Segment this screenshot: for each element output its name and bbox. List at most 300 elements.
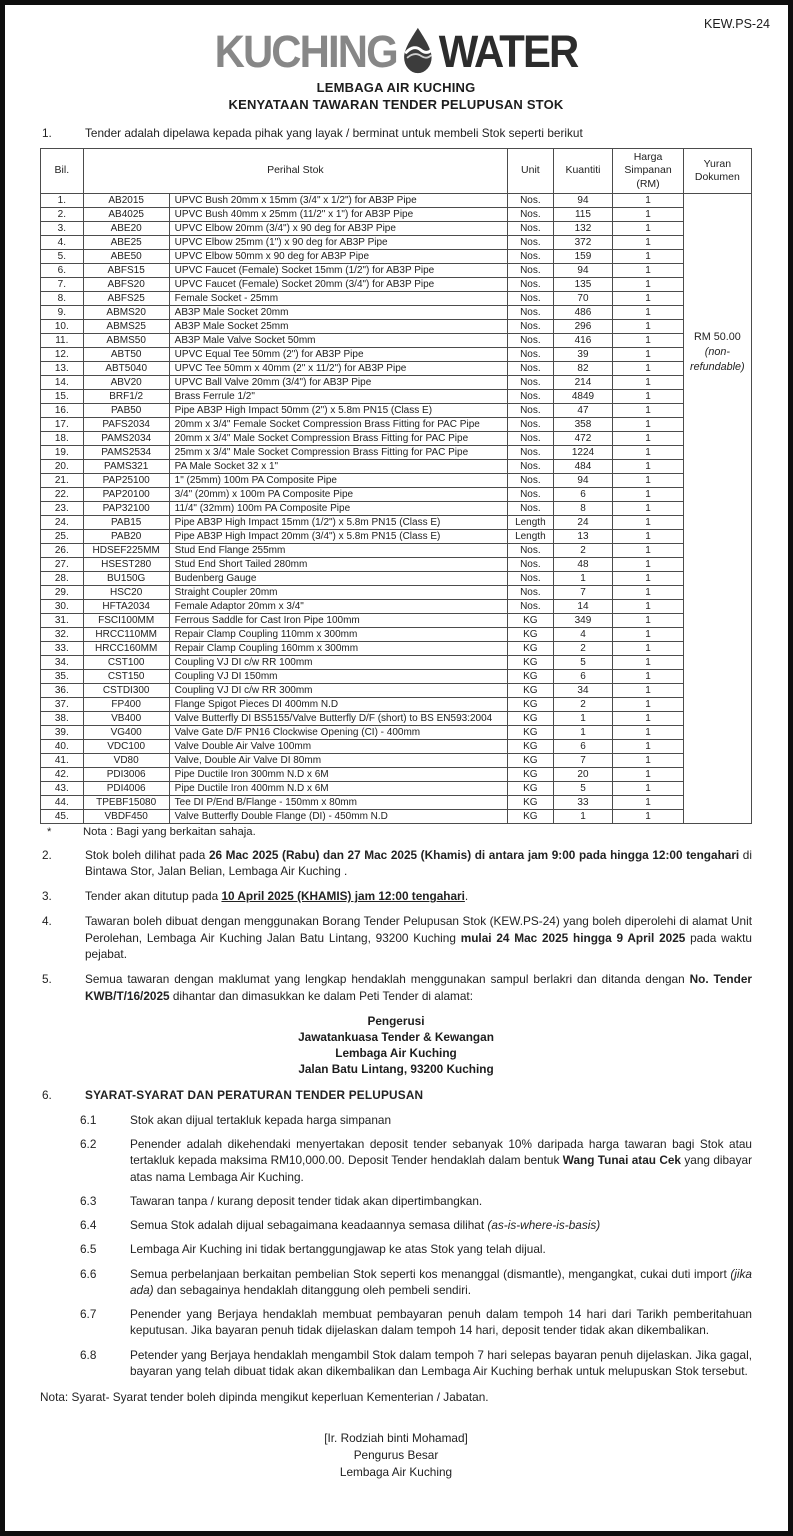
cell-bil: 36. — [41, 683, 84, 697]
paragraph-number: 5. — [42, 972, 52, 987]
cell-code: PAP32100 — [83, 501, 169, 515]
table-row — [41, 641, 752, 655]
cell-desc: Coupling VJ DI 150mm — [169, 669, 507, 683]
condition-item — [40, 1241, 752, 1257]
cell-bil: 33. — [41, 641, 84, 655]
column-header-harga-simpanan: Harga Simpanan (RM) — [613, 149, 683, 193]
column-header-perihal-stok: Perihal Stok — [83, 149, 507, 193]
cell-qty: 4849 — [553, 389, 613, 403]
table-row — [41, 417, 752, 431]
cell-bil: 4. — [41, 235, 84, 249]
cell-bil: 41. — [41, 753, 84, 767]
cell-desc: Straight Coupler 20mm — [169, 585, 507, 599]
cell-bil: 45. — [41, 809, 84, 823]
cell-code: ABMS50 — [83, 333, 169, 347]
condition-item — [40, 1347, 752, 1380]
cell-desc: 1" (25mm) 100m PA Composite Pipe — [169, 473, 507, 487]
logo-text-water: WATER — [438, 25, 578, 77]
condition-text: Stok akan dijual tertakluk kepada harga simpanan — [130, 1112, 392, 1127]
cell-bil: 6. — [41, 263, 84, 277]
table-row — [41, 333, 752, 347]
notice-paragraph — [40, 888, 752, 904]
cell-bil: 8. — [41, 291, 84, 305]
cell-unit: KG — [508, 627, 554, 641]
condition-text: Petender yang Berjaya hendaklah mengambil Stok dalam tempoh 7 hari selepas bayaran penuh dijelaskan. Jika gagal, bayaran yang telah dibuat tidak akan dikembalikan dan Lembaga Air Kuching berhak untuk melupuskan Stok tersebut. — [130, 1347, 752, 1378]
cell-desc: Valve Butterfly DI BS5155/Valve Butterfly D/F (short) to BS EN593:2004 — [169, 711, 507, 725]
signature-line: Pengurus Besar — [353, 1448, 439, 1463]
cell-code: TPEBF15080 — [83, 795, 169, 809]
cell-harga: 1 — [613, 291, 683, 305]
cell-bil: 39. — [41, 725, 84, 739]
cell-code: PAMS2534 — [83, 445, 169, 459]
cell-bil: 27. — [41, 557, 84, 571]
cell-harga: 1 — [613, 417, 683, 431]
cell-unit: Nos. — [508, 361, 554, 375]
intro-number: 1. — [42, 126, 52, 140]
cell-bil: 13. — [41, 361, 84, 375]
cell-code: ABV20 — [83, 375, 169, 389]
table-row — [41, 487, 752, 501]
cell-unit: KG — [508, 711, 554, 725]
cell-qty: 5 — [553, 655, 613, 669]
water-drop-icon — [401, 27, 435, 75]
cell-qty: 1224 — [553, 445, 613, 459]
cell-code: PAMS2034 — [83, 431, 169, 445]
table-row — [41, 627, 752, 641]
table-row — [41, 571, 752, 585]
table-row — [41, 431, 752, 445]
cell-code: BRF1/2 — [83, 389, 169, 403]
cell-unit: Nos. — [508, 417, 554, 431]
cell-code: AB4025 — [83, 207, 169, 221]
cell-code: FSCI100MM — [83, 613, 169, 627]
address-line: Pengerusi — [367, 1013, 425, 1028]
cell-desc: Valve Butterfly Double Flange (DI) - 450mm N.D — [169, 809, 507, 823]
cell-harga: 1 — [613, 249, 683, 263]
signature-line: Lembaga Air Kuching — [339, 1465, 453, 1480]
cell-bil: 20. — [41, 459, 84, 473]
cell-qty: 24 — [553, 515, 613, 529]
notice-paragraphs — [40, 847, 752, 1004]
cell-harga: 1 — [613, 445, 683, 459]
cell-qty: 33 — [553, 795, 613, 809]
cell-unit: Nos. — [508, 333, 554, 347]
cell-code: VDC100 — [83, 739, 169, 753]
cell-desc: Flange Spigot Pieces DI 400mm N.D — [169, 697, 507, 711]
cell-unit: Nos. — [508, 319, 554, 333]
table-row — [41, 711, 752, 725]
condition-item — [40, 1112, 752, 1128]
cell-code: HSEST280 — [83, 557, 169, 571]
cell-unit: KG — [508, 739, 554, 753]
cell-desc: Budenberg Gauge — [169, 571, 507, 585]
cell-harga: 1 — [613, 375, 683, 389]
cell-unit: Length — [508, 529, 554, 543]
cell-harga: 1 — [613, 809, 683, 823]
cell-unit: Nos. — [508, 221, 554, 235]
cell-bil: 11. — [41, 333, 84, 347]
cell-desc: Pipe Ductile Iron 400mm N.D x 6M — [169, 781, 507, 795]
intro-text: Tender adalah dipelawa kepada pihak yang layak / berminat untuk membeli Stok seperti berikut — [85, 126, 583, 140]
cell-code: PAB15 — [83, 515, 169, 529]
condition-item — [40, 1266, 752, 1299]
table-row — [41, 739, 752, 753]
table-row — [41, 655, 752, 669]
cell-bil: 15. — [41, 389, 84, 403]
cell-bil: 26. — [41, 543, 84, 557]
cell-qty: 6 — [553, 669, 613, 683]
cell-harga: 1 — [613, 641, 683, 655]
condition-number: 6.5 — [80, 1242, 97, 1257]
cell-desc: 3/4" (20mm) x 100m PA Composite Pipe — [169, 487, 507, 501]
cell-harga: 1 — [613, 193, 683, 207]
cell-harga: 1 — [613, 263, 683, 277]
table-row — [41, 459, 752, 473]
cell-unit: Nos. — [508, 375, 554, 389]
condition-item — [40, 1217, 752, 1233]
cell-desc: Pipe AB3P High Impact 15mm (1/2") x 5.8m PN15 (Class E) — [169, 515, 507, 529]
cell-bil: 22. — [41, 487, 84, 501]
cell-qty: 1 — [553, 711, 613, 725]
table-row — [41, 753, 752, 767]
condition-text: Lembaga Air Kuching ini tidak bertanggungjawap ke atas Stok yang telah dijual. — [130, 1242, 546, 1257]
conditions-title: SYARAT-SYARAT DAN PERATURAN TENDER PELUPUSAN — [85, 1088, 424, 1103]
cell-harga: 1 — [613, 725, 683, 739]
cell-harga: 1 — [613, 753, 683, 767]
cell-code: PDI4006 — [83, 781, 169, 795]
cell-bil: 35. — [41, 669, 84, 683]
cell-qty: 2 — [553, 697, 613, 711]
cell-code: ABMS20 — [83, 305, 169, 319]
cell-unit: Nos. — [508, 207, 554, 221]
cell-desc: AB3P Male Socket 20mm — [169, 305, 507, 319]
paragraph-text: Tawaran boleh dibuat dengan menggunakan Borang Tender Pelupusan Stok (KEW.PS-24) yang boleh diperolehi di alamat Unit Perolehan, Lembaga Air Kuching Jalan Batu Lintang, 93200 Kuching mulai 24 Mac 2025 hingga 9 April 2025 pada waktu pejabat. — [85, 914, 752, 961]
footnote-text: Nota : Bagi yang berkaitan sahaja. — [83, 825, 256, 838]
cell-desc: Pipe Ductile Iron 300mm N.D x 6M — [169, 767, 507, 781]
cell-desc: UPVC Bush 20mm x 15mm (3/4" x 1/2") for AB3P Pipe — [169, 193, 507, 207]
cell-unit: KG — [508, 683, 554, 697]
table-row — [41, 207, 752, 221]
cell-code: ABT5040 — [83, 361, 169, 375]
notice-paragraph — [40, 847, 752, 880]
cell-desc: AB3P Male Socket 25mm — [169, 319, 507, 333]
cell-code: PDI3006 — [83, 767, 169, 781]
footnote-asterisk: * — [47, 825, 52, 838]
cell-desc: Valve, Double Air Valve DI 80mm — [169, 753, 507, 767]
cell-harga: 1 — [613, 767, 683, 781]
cell-bil: 44. — [41, 795, 84, 809]
cell-harga: 1 — [613, 627, 683, 641]
cell-desc: Coupling VJ DI c/w RR 300mm — [169, 683, 507, 697]
cell-unit: Nos. — [508, 501, 554, 515]
cell-qty: 48 — [553, 557, 613, 571]
cell-bil: 21. — [41, 473, 84, 487]
table-footnote — [40, 826, 752, 838]
cell-desc: PA Male Socket 32 x 1" — [169, 459, 507, 473]
condition-item — [40, 1306, 752, 1339]
cell-unit: Nos. — [508, 459, 554, 473]
cell-bil: 2. — [41, 207, 84, 221]
table-row — [41, 809, 752, 823]
cell-code: CST150 — [83, 669, 169, 683]
cell-qty: 132 — [553, 221, 613, 235]
cell-code: ABFS20 — [83, 277, 169, 291]
stock-table — [40, 148, 752, 823]
tender-box-address — [40, 1014, 752, 1078]
cell-bil: 38. — [41, 711, 84, 725]
cell-desc: Stud End Flange 255mm — [169, 543, 507, 557]
cell-bil: 17. — [41, 417, 84, 431]
table-row — [41, 515, 752, 529]
cell-qty: 159 — [553, 249, 613, 263]
table-row — [41, 249, 752, 263]
cell-code: VG400 — [83, 725, 169, 739]
cell-desc: Pipe AB3P High Impact 20mm (3/4") x 5.8m PN15 (Class E) — [169, 529, 507, 543]
cell-unit: KG — [508, 795, 554, 809]
cell-bil: 34. — [41, 655, 84, 669]
cell-bil: 24. — [41, 515, 84, 529]
cell-unit: Length — [508, 515, 554, 529]
yuran-note: (non-refundable) — [690, 345, 745, 373]
cell-bil: 23. — [41, 501, 84, 515]
cell-harga: 1 — [613, 585, 683, 599]
cell-harga: 1 — [613, 487, 683, 501]
cell-harga: 1 — [613, 361, 683, 375]
condition-text: Tawaran tanpa / kurang deposit tender tidak akan dipertimbangkan. — [130, 1193, 483, 1208]
cell-desc: AB3P Male Valve Socket 50mm — [169, 333, 507, 347]
cell-desc: Pipe AB3P High Impact 50mm (2") x 5.8m PN15 (Class E) — [169, 403, 507, 417]
doc-title: KENYATAAN TAWARAN TENDER PELUPUSAN STOK — [228, 97, 564, 112]
cell-qty: 94 — [553, 193, 613, 207]
table-row — [41, 669, 752, 683]
signature-block — [40, 1430, 752, 1481]
cell-unit: KG — [508, 753, 554, 767]
table-row — [41, 557, 752, 571]
cell-desc: Brass Ferrule 1/2" — [169, 389, 507, 403]
table-row — [41, 697, 752, 711]
table-row — [41, 277, 752, 291]
cell-qty: 1 — [553, 725, 613, 739]
cell-code: VBDF450 — [83, 809, 169, 823]
cell-bil: 37. — [41, 697, 84, 711]
column-header-yuran-dokumen: Yuran Dokumen — [683, 149, 751, 193]
cell-qty: 416 — [553, 333, 613, 347]
column-header-kuantiti: Kuantiti — [553, 149, 613, 193]
cell-unit: Nos. — [508, 571, 554, 585]
signature-line: [Ir. Rodziah binti Mohamad] — [324, 1431, 468, 1446]
cell-harga: 1 — [613, 207, 683, 221]
condition-number: 6.1 — [80, 1112, 97, 1127]
cell-qty: 6 — [553, 739, 613, 753]
table-header-row — [41, 149, 752, 193]
cell-qty: 486 — [553, 305, 613, 319]
cell-code: HSC20 — [83, 585, 169, 599]
cell-harga: 1 — [613, 529, 683, 543]
cell-qty: 82 — [553, 361, 613, 375]
cell-unit: Nos. — [508, 557, 554, 571]
cell-harga: 1 — [613, 781, 683, 795]
cell-desc: 20mm x 3/4" Female Socket Compression Brass Fitting for PAC Pipe — [169, 417, 507, 431]
notice-paragraph — [40, 913, 752, 962]
cell-unit: Nos. — [508, 193, 554, 207]
table-row — [41, 389, 752, 403]
cell-desc: Tee DI P/End B/Flange - 150mm x 80mm — [169, 795, 507, 809]
paragraph-number: 4. — [42, 914, 52, 929]
cell-harga: 1 — [613, 669, 683, 683]
cell-bil: 1. — [41, 193, 84, 207]
cell-desc: UPVC Ball Valve 20mm (3/4") for AB3P Pipe — [169, 375, 507, 389]
cell-desc: UPVC Elbow 50mm x 90 deg for AB3P Pipe — [169, 249, 507, 263]
cell-bil: 31. — [41, 613, 84, 627]
cell-qty: 8 — [553, 501, 613, 515]
cell-desc: UPVC Bush 40mm x 25mm (11/2" x 1") for AB3P Pipe — [169, 207, 507, 221]
condition-item — [40, 1193, 752, 1209]
paragraph-text: Stok boleh dilihat pada 26 Mac 2025 (Rabu) dan 27 Mac 2025 (Khamis) di antara jam 9:00 pada hingga 12:00 tengahari di Bintawa Stor, Jalan Belian, Lembaga Air Kuching . — [85, 847, 752, 878]
cell-bil: 30. — [41, 599, 84, 613]
cell-desc: Female Adaptor 20mm x 3/4" — [169, 599, 507, 613]
conditions-heading — [40, 1087, 752, 1103]
cell-code: ABE50 — [83, 249, 169, 263]
cell-unit: Nos. — [508, 599, 554, 613]
cell-code: ABMS25 — [83, 319, 169, 333]
condition-number: 6.8 — [80, 1347, 97, 1362]
cell-code: VB400 — [83, 711, 169, 725]
paragraph-number: 2. — [42, 847, 52, 862]
cell-unit: KG — [508, 655, 554, 669]
cell-code: CST100 — [83, 655, 169, 669]
cell-desc: Valve Double Air Valve 100mm — [169, 739, 507, 753]
cell-desc: 11/4" (32mm) 100m PA Composite Pipe — [169, 501, 507, 515]
cell-qty: 484 — [553, 459, 613, 473]
cell-bil: 3. — [41, 221, 84, 235]
paragraph-text: Semua tawaran dengan maklumat yang lengkap hendaklah menggunakan sampul berlakri dan ditanda dengan No. Tender KWB/T/16/2025 dihantar dan dimasukkan ke dalam Peti Tender di alamat: — [85, 972, 752, 1003]
cell-qty: 358 — [553, 417, 613, 431]
cell-qty: 2 — [553, 641, 613, 655]
cell-harga: 1 — [613, 795, 683, 809]
condition-text: Penender yang Berjaya hendaklah membuat pembayaran penuh dalam tempoh 14 hari dari Tarikh pemberitahuan keputusan. Jika bayaran penuh tidak dijelaskan dalam tempoh 14 hari, deposit tender tidak akan dikembalikan. — [130, 1307, 752, 1338]
cell-unit: Nos. — [508, 305, 554, 319]
cell-unit: Nos. — [508, 445, 554, 459]
condition-number: 6.6 — [80, 1266, 97, 1281]
cell-code: FP400 — [83, 697, 169, 711]
table-row — [41, 403, 752, 417]
cell-bil: 18. — [41, 431, 84, 445]
cell-bil: 29. — [41, 585, 84, 599]
cell-code: AB2015 — [83, 193, 169, 207]
cell-harga: 1 — [613, 333, 683, 347]
address-line: Jalan Batu Lintang, 93200 Kuching — [298, 1061, 494, 1076]
cell-bil: 12. — [41, 347, 84, 361]
address-line: Lembaga Air Kuching — [335, 1045, 457, 1060]
cell-unit: Nos. — [508, 431, 554, 445]
cell-bil: 19. — [41, 445, 84, 459]
org-name: LEMBAGA AIR KUCHING — [316, 80, 476, 95]
table-row — [41, 585, 752, 599]
cell-harga: 1 — [613, 543, 683, 557]
table-row — [41, 543, 752, 557]
cell-harga: 1 — [613, 347, 683, 361]
cell-desc: UPVC Faucet (Female) Socket 20mm (3/4") for AB3P Pipe — [169, 277, 507, 291]
cell-harga: 1 — [613, 403, 683, 417]
cell-bil: 28. — [41, 571, 84, 585]
cell-qty: 296 — [553, 319, 613, 333]
column-header-bil: Bil. — [41, 149, 84, 193]
conditions-number: 6. — [42, 1088, 52, 1103]
cell-qty: 1 — [553, 571, 613, 585]
cell-harga: 1 — [613, 613, 683, 627]
cell-qty: 472 — [553, 431, 613, 445]
cell-qty: 349 — [553, 613, 613, 627]
cell-code: ABFS15 — [83, 263, 169, 277]
cell-bil: 5. — [41, 249, 84, 263]
table-row — [41, 361, 752, 375]
table-row — [41, 767, 752, 781]
cell-harga: 1 — [613, 599, 683, 613]
cell-code: VD80 — [83, 753, 169, 767]
cell-code: PAP25100 — [83, 473, 169, 487]
cell-desc: Repair Clamp Coupling 160mm x 300mm — [169, 641, 507, 655]
cell-harga: 1 — [613, 515, 683, 529]
cell-code: CSTDI300 — [83, 683, 169, 697]
cell-qty: 47 — [553, 403, 613, 417]
column-header-unit: Unit — [508, 149, 554, 193]
paragraph-text: Tender akan ditutup pada 10 April 2025 (KHAMIS) jam 12:00 tengahari. — [85, 889, 469, 904]
cell-unit: Nos. — [508, 403, 554, 417]
cell-desc: UPVC Faucet (Female) Socket 15mm (1/2") for AB3P Pipe — [169, 263, 507, 277]
cell-desc: 25mm x 3/4" Male Socket Compression Brass Fitting for PAC Pipe — [169, 445, 507, 459]
cell-bil: 10. — [41, 319, 84, 333]
cell-bil: 16. — [41, 403, 84, 417]
cell-desc: Repair Clamp Coupling 110mm x 300mm — [169, 627, 507, 641]
cell-qty: 14 — [553, 599, 613, 613]
cell-harga: 1 — [613, 557, 683, 571]
condition-text: Penender adalah dikehendaki menyertakan deposit tender sebanyak 10% daripada harga tawaran bagi Stok atau tertakluk kepada maksima RM10,000.00. Deposit Tender hendaklah dalam bentuk Wang Tunai atau Cek yang dibayar atas nama Lembaga Air Kuching. — [130, 1136, 753, 1184]
cell-unit: KG — [508, 767, 554, 781]
cell-code: PAP20100 — [83, 487, 169, 501]
cell-desc: Valve Gate D/F PN16 Clockwise Opening (CI) - 400mm — [169, 725, 507, 739]
table-row — [41, 305, 752, 319]
cell-unit: Nos. — [508, 347, 554, 361]
cell-qty: 34 — [553, 683, 613, 697]
condition-number: 6.7 — [80, 1307, 97, 1322]
cell-harga: 1 — [613, 305, 683, 319]
table-row — [41, 529, 752, 543]
cell-harga: 1 — [613, 235, 683, 249]
cell-unit: Nos. — [508, 263, 554, 277]
cell-unit: Nos. — [508, 487, 554, 501]
table-row — [41, 501, 752, 515]
cell-code: ABE25 — [83, 235, 169, 249]
condition-item — [40, 1136, 752, 1185]
cell-code: HRCC160MM — [83, 641, 169, 655]
cell-harga: 1 — [613, 571, 683, 585]
cell-code: PAFS2034 — [83, 417, 169, 431]
cell-qty: 20 — [553, 767, 613, 781]
table-row — [41, 781, 752, 795]
table-row — [41, 319, 752, 333]
paragraph-number: 3. — [42, 889, 52, 904]
table-row — [41, 795, 752, 809]
cell-unit: KG — [508, 809, 554, 823]
cell-harga: 1 — [613, 431, 683, 445]
cell-harga: 1 — [613, 473, 683, 487]
cell-bil: 43. — [41, 781, 84, 795]
cell-code: HFTA2034 — [83, 599, 169, 613]
cell-bil: 32. — [41, 627, 84, 641]
cell-desc: 20mm x 3/4" Male Socket Compression Brass Fitting for PAC Pipe — [169, 431, 507, 445]
table-row — [41, 599, 752, 613]
cell-qty: 94 — [553, 473, 613, 487]
